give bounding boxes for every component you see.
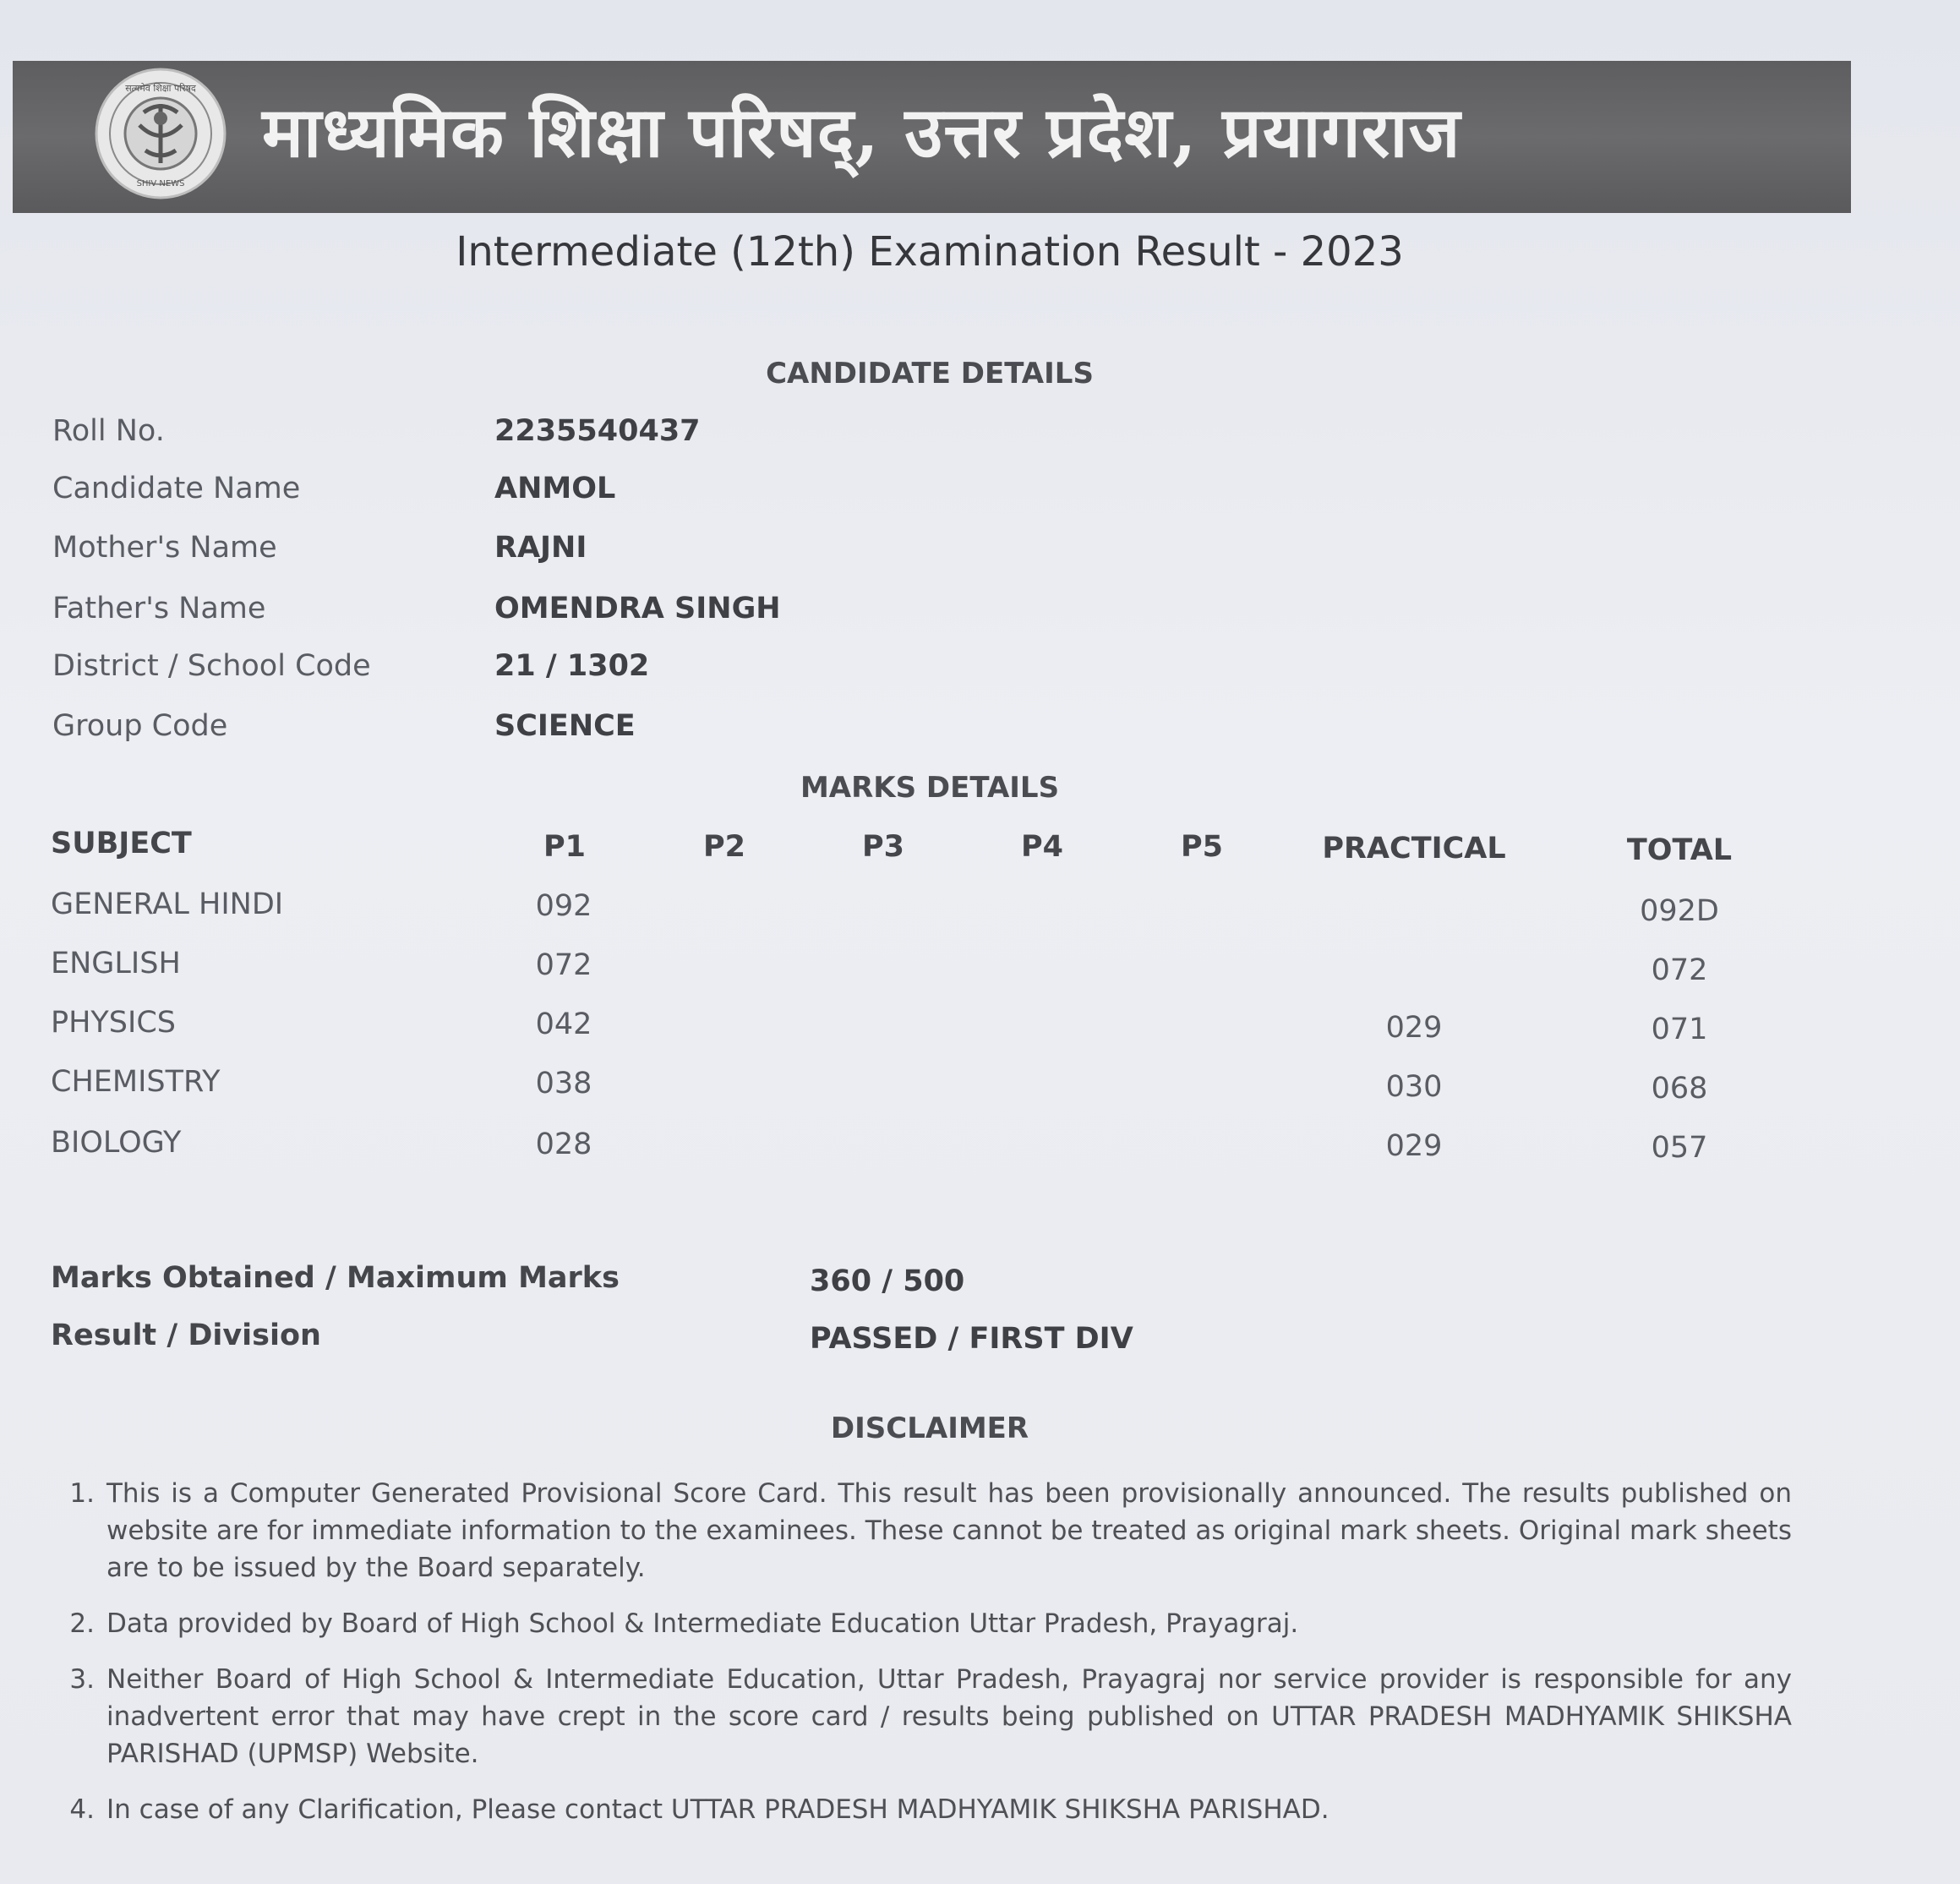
list-item — [51, 1475, 1792, 1586]
disclaimer-text: This is a Computer Generated Provisional Score Card. This result has been provisionally announced. The results published on website are for immediate information to the examinees. These cannot be treated as original mark sheets. Original mark sheets are to be issued by the Board separately. — [106, 1478, 1792, 1583]
district-school-code-label: District / School Code — [52, 649, 371, 683]
disclaimer-number: 4. — [69, 1794, 95, 1825]
district-school-code-value: 21 / 1302 — [494, 649, 650, 683]
subject-cell: ENGLISH — [51, 947, 181, 980]
subject-cell: CHEMISTRY — [51, 1065, 221, 1099]
subject-cell: GENERAL HINDI — [51, 887, 284, 921]
disclaimer-number: 3. — [69, 1664, 95, 1695]
p1-cell: 042 — [535, 1008, 592, 1041]
group-code-value: SCIENCE — [494, 709, 636, 743]
board-name-hindi: माध्यमिक शिक्षा परिषद्, उत्तर प्रदेश, प्रयागराज — [262, 92, 1461, 173]
disclaimer-heading: DISCLAIMER — [830, 1412, 1029, 1445]
total-cell: 092D — [1640, 894, 1719, 928]
list-item — [51, 1791, 1792, 1828]
emblem-bottom-text: SHIV NEWS — [136, 179, 185, 188]
column-header-p2: P2 — [702, 830, 746, 864]
candidate-details-heading: CANDIDATE DETAILS — [766, 357, 1094, 390]
list-item — [51, 1605, 1792, 1642]
practical-cell: 029 — [1385, 1011, 1443, 1045]
result-division-value: PASSED / FIRST DIV — [810, 1322, 1133, 1356]
disclaimer-text: Data provided by Board of High School & Intermediate Education Uttar Pradesh, Prayagraj. — [106, 1608, 1299, 1639]
column-header-p1: P1 — [543, 830, 587, 864]
column-header-p4: P4 — [1020, 830, 1064, 864]
column-header-total: TOTAL — [1626, 833, 1733, 867]
p1-cell: 072 — [535, 948, 592, 982]
column-header-p5: P5 — [1180, 830, 1224, 864]
board-emblem-logo — [93, 66, 228, 201]
marks-obtained-value: 360 / 500 — [810, 1264, 965, 1298]
result-division-label: Result / Division — [51, 1319, 321, 1352]
marks-obtained-label: Marks Obtained / Maximum Marks — [51, 1261, 620, 1295]
total-cell: 072 — [1651, 953, 1708, 987]
practical-cell: 029 — [1385, 1129, 1443, 1163]
father-name-value: OMENDRA SINGH — [494, 592, 781, 625]
disclaimer-text: In case of any Clarification, Please contact UTTAR PRADESH MADHYAMIK SHIKSHA PARISHAD. — [106, 1794, 1329, 1825]
subject-cell: BIOLOGY — [51, 1126, 182, 1160]
column-header-practical: PRACTICAL — [1322, 832, 1506, 866]
disclaimer-text: Neither Board of High School & Intermediate Education, Uttar Pradesh, Prayagraj nor service provider is responsible for any inadvertent error that may have crept in the score card / results being published on UTTAR PRADESH MADHYAMIK SHIKSHA PARISHAD (UPMSP) Website. — [106, 1664, 1792, 1769]
disclaimer-number: 2. — [69, 1608, 95, 1639]
mother-name-value: RAJNI — [494, 531, 587, 565]
marks-details-heading: MARKS DETAILS — [800, 771, 1060, 805]
roll-no-value: 2235540437 — [494, 414, 701, 448]
exam-title: Intermediate (12th) Examination Result - 2023 — [456, 228, 1404, 276]
column-header-p3: P3 — [861, 830, 905, 864]
practical-cell: 030 — [1385, 1070, 1443, 1104]
group-code-label: Group Code — [52, 709, 228, 743]
p1-cell: 092 — [535, 889, 592, 923]
disclaimer-number: 1. — [69, 1478, 95, 1509]
mother-name-label: Mother's Name — [52, 531, 277, 565]
roll-no-label: Roll No. — [52, 414, 165, 448]
emblem-top-text: सत्यमेव शिक्षा परिषद — [125, 83, 196, 94]
total-cell: 071 — [1651, 1013, 1708, 1046]
father-name-label: Father's Name — [52, 592, 266, 625]
subject-cell: PHYSICS — [51, 1006, 176, 1040]
total-cell: 057 — [1651, 1131, 1708, 1165]
candidate-name-value: ANMOL — [494, 472, 616, 505]
list-item — [51, 1661, 1792, 1772]
column-header-subject: SUBJECT — [51, 827, 192, 860]
p1-cell: 038 — [535, 1067, 592, 1100]
disclaimer-list — [51, 1475, 1792, 1847]
candidate-name-label: Candidate Name — [52, 472, 301, 505]
p1-cell: 028 — [535, 1128, 592, 1161]
header-banner — [13, 61, 1851, 213]
total-cell: 068 — [1651, 1072, 1708, 1106]
